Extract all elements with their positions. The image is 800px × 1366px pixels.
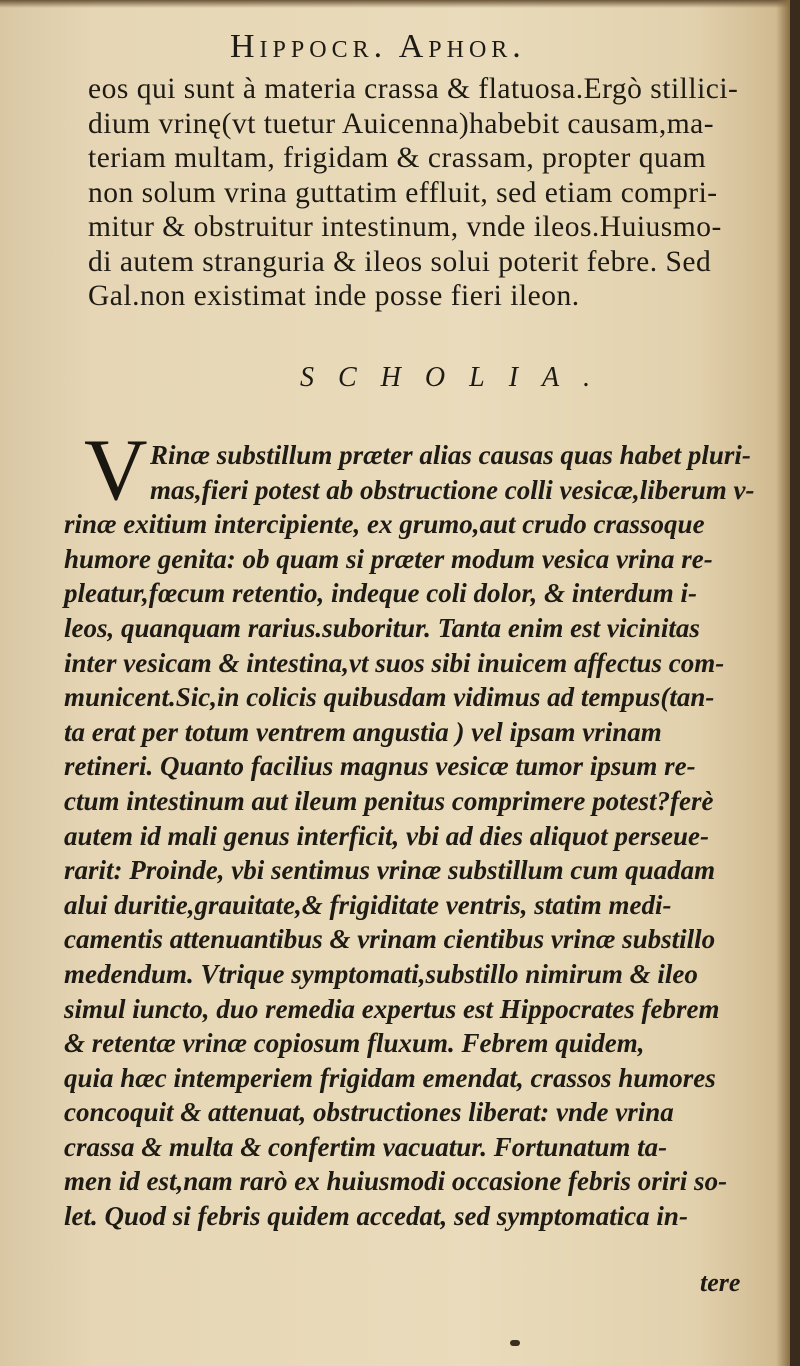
text-line: dium vrinę(vt tuetur Auicenna)habebit causam,ma- (88, 107, 715, 140)
scholia-line: inter vesicam & intestina,vt suos sibi inuicem affectus com- (64, 647, 725, 678)
text-line: mitur & obstruitur intestinum, vnde ileos.Huiusmo- (88, 211, 722, 243)
scholia-line: & retentæ vrinæ copiosum fluxum. Febrem quidem, (64, 1028, 645, 1059)
scholia-line: camentis attenuantibus & vrinam cientibus vrinæ substillo (64, 924, 716, 955)
scholia-line: quia hæc intemperiem frigidam emendat, crassos humores (64, 1062, 716, 1093)
scholia-line: let. Quod si febris quidem accedat, sed symptomatica in- (64, 1201, 688, 1232)
scholia-line: mas,fieri potest ab obstructione colli vesicæ,liberum v- (150, 474, 755, 505)
scholia-line: humore genita: ob quam si præter modum vesica vrina re- (64, 543, 713, 574)
scholia-line: medendum. Vtrique symptomati,substillo nimirum & ileo (64, 958, 698, 989)
scholia-line: retineri. Quanto facilius magnus vesicæ tumor ipsum re- (64, 751, 696, 782)
drop-cap-initial: V (84, 422, 148, 519)
scholia-line: alui duritie,grauitate,& frigiditate ventris, statim medi- (64, 889, 672, 920)
catchword: tere (700, 1268, 741, 1297)
ink-speck (510, 1340, 520, 1346)
page-binding-edge (776, 0, 790, 1366)
text-line: di autem stranguria & ileos solui poterit febre. Sed (88, 245, 712, 278)
scholia-line: municent.Sic,in colicis quibusdam vidimus ad tempus(tan- (64, 682, 715, 713)
text-line: non solum vrina guttatim effluit, sed etiam compri- (88, 176, 718, 209)
scholia-line: rinæ exitium intercipiente, ex grumo,aut crudo crassoque (64, 509, 705, 540)
scholia-line: simul iuncto, duo remedia expertus est Hippocrates febrem (64, 993, 720, 1024)
scholia-line: men id est,nam rarò ex huiusmodi occasione febris oriri so- (64, 1166, 728, 1197)
scholia-line: leos, quanquam rarius.suboritur. Tanta enim est vicinitas (64, 612, 700, 643)
scholia-line: ctum intestinum aut ileum penitus comprimere potest?ferè (64, 785, 714, 816)
scholia-text (64, 438, 770, 1234)
scholia-line: pleatur,fœcum retentio, indeque coli dolor, & interdum i- (64, 578, 698, 609)
text-line: teriam multam, frigidam & crassam, propter quam (88, 142, 707, 174)
scholia-line: concoquit & attenuat, obstructiones liberat: vnde vrina (64, 1097, 674, 1128)
aphorism-commentary-text (88, 72, 778, 314)
scholia-heading: SCHOLIA. (300, 362, 615, 393)
running-head: Hippocr. Aphor. (230, 28, 526, 65)
text-line: eos qui sunt à materia crassa & flatuosa.Ergò stillici- (88, 73, 739, 105)
page-top-shadow (0, 0, 790, 8)
scholia-line: autem id mali genus interficit, vbi ad dies aliquot perseue- (64, 820, 709, 851)
text-line: Gal.non existimat inde posse fieri ileon. (88, 280, 580, 312)
scholia-line: crassa & multa & confertim vacuatur. Fortunatum ta- (64, 1131, 668, 1162)
scholia-line: Rinæ substillum præter alias causas quas habet pluri- (150, 440, 751, 470)
scholia-line: ta erat per totum ventrem angustia ) vel ipsam vrinam (64, 716, 662, 747)
scholia-line: rarit: Proinde, vbi sentimus vrinæ substillum cum quadam (64, 855, 716, 886)
